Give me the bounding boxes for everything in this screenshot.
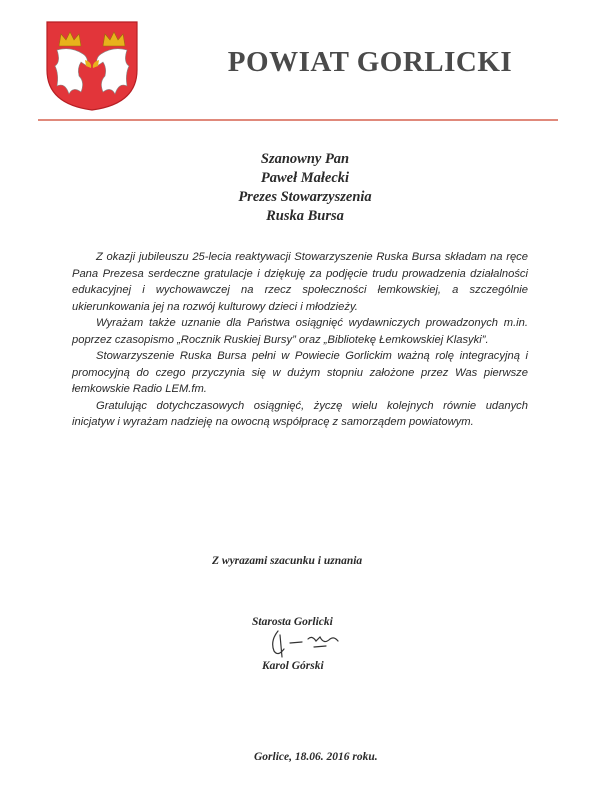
body-paragraph: Z okazji jubileuszu 25-lecia reaktywacji Stowarzyszenie Ruska Bursa składam na ręce Pana Prezesa serdeczne gratulacje i dziękuję za podjęcie trudu prowadzenia działalności edukacyjnej i wychowawczej na rzecz społeczności łemkowskiej, a szczególnie ukierunkowania jej na rozwój kulturowy dzieci i młodzieży. xyxy=(72,251,528,313)
coat-of-arms-logo xyxy=(45,20,139,112)
letter-body xyxy=(72,249,528,431)
organization-title: POWIAT GORLICKI xyxy=(227,46,513,78)
place-and-date: Gorlice, 18.06. 2016 roku. xyxy=(254,751,378,763)
closing-phrase: Z wyrazami szacunku i uznania xyxy=(212,555,363,567)
addressee-position: Prezes Stowarzyszenia xyxy=(238,189,372,205)
signatory-role: Starosta Gorlicki xyxy=(252,616,333,628)
header-divider xyxy=(38,119,558,121)
addressee-salutation: Szanowny Pan xyxy=(260,151,350,167)
addressee-block xyxy=(160,150,450,226)
body-paragraph: Gratulując dotychczasowych osiągnięć, życzę wielu kolejnych równie udanych inicjatyw i wyrażam nadzieję na owocną współpracę z samorządem powiatowym. xyxy=(72,399,528,428)
body-paragraph: Stowarzyszenie Ruska Bursa pełni w Powiecie Gorlickim ważną rolę integracyjną i promocyjną do czego przyczynia się w dużym stopniu założone przez Was pierwsze łemkowskie Radio LEM.fm. xyxy=(72,350,528,395)
signatory-name: Karol Górski xyxy=(262,660,324,672)
addressee-name: Paweł Małecki xyxy=(260,170,350,186)
addressee-organization: Ruska Bursa xyxy=(266,208,344,224)
handwritten-signature xyxy=(260,627,350,661)
body-paragraph: Wyrażam także uznanie dla Państwa osiągnięć wydawniczych prowadzonych m.in. poprzez czasopismo „Rocznik Ruskiej Bursy” oraz „Bibliotekę Łemkowskiej Klasyki”. xyxy=(72,317,528,346)
